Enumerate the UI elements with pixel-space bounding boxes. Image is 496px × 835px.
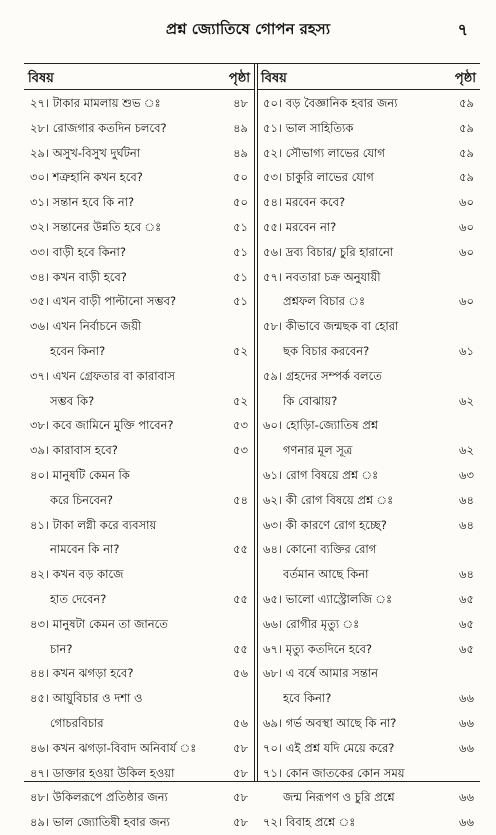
toc-entry — [24, 265, 254, 290]
toc-entry — [257, 736, 480, 761]
entry-title: ৩৯। কারাবাস হবে? — [30, 443, 118, 458]
subject-header: বিষয় — [261, 71, 287, 86]
entry-title: ৭২। বিবাহ প্রশ্নে ঃ — [263, 815, 356, 830]
toc-entry — [24, 141, 254, 166]
column-divider — [254, 64, 255, 781]
entry-page-number: ৬৫ — [459, 591, 474, 606]
entry-page-number: ৫১ — [233, 269, 248, 284]
toc-entry — [24, 562, 254, 612]
entry-page-number: ৬২ — [459, 393, 474, 408]
entry-title: ২৭। টাকার মামলায় শুভ ঃ — [30, 96, 161, 110]
toc-entry — [257, 810, 480, 835]
toc-entry — [257, 215, 480, 240]
entry-title: ৫০। বড় বৈজ্ঞানিক হবার জন্য — [263, 96, 398, 110]
entry-title-continued: জন্ম নিরূপণ ও চুরি প্রশ্নে — [283, 790, 395, 805]
entry-page-number: ৪৯ — [233, 145, 248, 160]
entry-title: ৬৮। এ বর্ষে আমার সন্তান — [263, 666, 378, 681]
toc-entry — [24, 761, 254, 786]
toc-entry — [257, 711, 480, 736]
entry-page-number: ৫৩ — [233, 418, 248, 433]
entry-title: ৪৯। ভাল জ্যোতিষী হবার জন্য — [30, 815, 170, 830]
entry-title: ৩৮। কবে জামিনে মুক্তি পাবেন? — [30, 418, 174, 433]
entry-page-number: ৫৯ — [459, 96, 474, 110]
entry-page-number: ৫৬ — [233, 666, 248, 681]
entry-title: ৩৭। এখন গ্রেফতার বা কারাবাস — [30, 368, 175, 383]
entry-title: ৩৪। কখন বাড়ী হবে? — [30, 269, 127, 284]
toc-entry — [257, 265, 480, 315]
entry-title-continued: করে চিনবেন? — [50, 492, 113, 507]
entry-page-number: ৬১ — [459, 343, 474, 358]
column-header — [257, 64, 480, 90]
entry-page-number: ৫৫ — [233, 542, 248, 557]
entry-page-number: ৫৫ — [233, 591, 248, 606]
entry-page-number: ৬৬ — [459, 815, 474, 830]
entry-page-number: ৫২ — [233, 393, 248, 408]
toc-entry — [24, 314, 254, 364]
toc-entry — [257, 91, 480, 116]
entry-page-number: ৬৬ — [459, 715, 474, 730]
entry-page-number: ৫০ — [233, 195, 248, 210]
entry-page-number: ৪৯ — [233, 120, 248, 135]
entry-title: ৬৭। মৃত্যু কতদিনে হবে? — [263, 641, 373, 656]
entry-title: ৬৩। কী কারণে রোগ হচ্ছে? — [263, 517, 387, 532]
page-number: ৭ — [457, 20, 468, 39]
entry-title: ৫৮। কীভাবে জন্মছক বা হোরা — [263, 319, 399, 334]
entry-page-number: ৫৯ — [459, 170, 474, 185]
toc-entry — [257, 513, 480, 538]
entry-title: ৫২। সৌভাগ্য লাভের যোগ — [263, 145, 385, 160]
page-header-label: পৃষ্ঠা — [228, 71, 250, 86]
entry-title: ৭১। কোন জাতকের কোন সময় — [263, 765, 405, 780]
entry-title: ৬২। কী রোগ বিষয়ে প্রশ্ন ঃ — [263, 492, 394, 507]
entry-title-continued: হবে কিনা? — [283, 691, 332, 706]
entry-page-number: ৫৫ — [233, 641, 248, 656]
entry-page-number: ৬৪ — [459, 567, 474, 582]
entry-title: ৬১। রোগ বিষয়ে প্রশ্ন ঃ — [263, 467, 379, 482]
toc-entry — [257, 488, 480, 513]
toc-entry — [24, 686, 254, 736]
entry-title: ৭০। এই প্রশ্ন যদি মেয়ে করে? — [263, 740, 395, 755]
toc-entry — [257, 637, 480, 662]
entry-title: ৬৯। গর্ভ অবস্থা আছে কি না? — [263, 715, 397, 730]
entry-page-number: ৬৬ — [459, 790, 474, 805]
entry-page-number: ৫৮ — [233, 790, 248, 805]
entry-title: ৪২। কখন বড় কাজে — [30, 567, 124, 582]
entry-title: ৪৬। কখন ঝগড়া-বিবাদ অনিবার্য ঃ — [30, 740, 197, 755]
entry-list — [24, 91, 254, 835]
column-header — [24, 64, 254, 90]
entry-title: ৩৩। বাড়ী হবে কিনা? — [30, 244, 126, 259]
entry-page-number: ৬৫ — [459, 616, 474, 631]
toc-entry — [257, 537, 480, 587]
entry-title: ৫৫। মরবেন না? — [263, 219, 337, 234]
toc-entry — [24, 190, 254, 215]
entry-title-continued: বর্তমান আছে কিনা — [283, 567, 369, 582]
entry-title-continued: কি বোঝায়? — [283, 393, 338, 408]
toc-entry — [257, 116, 480, 141]
entry-title: ৪১। টাকা লগ্নী করে ব্যবসায় — [30, 517, 157, 532]
entry-title: ৩০। শত্রুহানি কখন হবে? — [30, 170, 143, 185]
toc-entry — [257, 463, 480, 488]
entry-page-number: ৫০ — [233, 170, 248, 185]
entry-page-number: ৬২ — [459, 443, 474, 458]
toc-entry — [257, 314, 480, 364]
entry-title: ৪৩। মানুষটা কেমন তা জানতে — [30, 616, 168, 631]
toc-entry — [24, 240, 254, 265]
toc-entry — [257, 364, 480, 414]
entry-title-continued: প্রশ্নফল বিচার ঃ — [283, 294, 366, 309]
toc-entry — [24, 810, 254, 835]
entry-title: ৩৫। এখন বাড়ী পাল্টানো সম্ভব? — [30, 294, 177, 309]
entry-title: ২৯। অসুখ-বিসুখ দুর্ঘটনা — [30, 145, 141, 160]
toc-entry — [24, 215, 254, 240]
entry-page-number: ৬৪ — [459, 517, 474, 532]
entry-page-number: ৫৪ — [233, 492, 248, 507]
entry-page-number: ৫১ — [233, 294, 248, 309]
entry-page-number: ৬৪ — [459, 492, 474, 507]
entry-page-number: ৫১ — [233, 244, 248, 259]
entry-title: ৪০। মানুষটি কেমন কি — [30, 467, 130, 482]
entry-title: ৪৮। উকিলরূপে প্রতিষ্ঠার জন্য — [30, 790, 168, 805]
entry-title: ৩৬। এখন নির্বাচনে জয়ী — [30, 319, 142, 334]
entry-title: ৫৭। নবতারা চক্র অনুযায়ী — [263, 269, 381, 284]
entry-title: ৫৬। দ্রব্য বিচার/ চুরি হারানো — [263, 244, 394, 259]
entry-title-continued: হবেন কিনা? — [50, 343, 106, 358]
toc-entry — [24, 736, 254, 761]
entry-page-number: ৫৩ — [233, 443, 248, 458]
entry-title: ৬০। হোড়াি-জ্যোতিষ প্রশ্ন — [263, 418, 379, 433]
entry-title-continued: ছক বিচার করবেন? — [283, 343, 370, 358]
toc-entry — [257, 141, 480, 166]
entry-page-number: ৬৫ — [459, 641, 474, 656]
entry-title: ৪৪। কখন ঝগড়া হবে? — [30, 666, 134, 681]
entry-page-number: ৫২ — [233, 343, 248, 358]
toc-entry — [24, 165, 254, 190]
toc-entry — [257, 240, 480, 265]
entry-title: ৫৪। মরবেন কবে? — [263, 195, 346, 210]
page-title: প্রশ্ন জ্যোতিষে গোপন রহস্য — [165, 20, 331, 38]
toc-entry — [257, 612, 480, 637]
contents-table — [24, 63, 480, 830]
entry-title: ৬৬। রোগীর মৃত্যু ঃ — [263, 616, 360, 631]
toc-entry — [257, 413, 480, 463]
entry-page-number: ৬০ — [459, 244, 474, 259]
entry-title: ৪৫। আয়ুবিচার ও দশা ও — [30, 691, 143, 706]
toc-entry — [24, 116, 254, 141]
entry-page-number: ৬০ — [459, 195, 474, 210]
toc-entry — [24, 413, 254, 438]
entry-title-continued: নামবেন কি না? — [50, 542, 120, 557]
entry-page-number: ৬৬ — [459, 740, 474, 755]
toc-entry — [24, 364, 254, 414]
entry-page-number: ৪৮ — [233, 96, 248, 110]
entry-page-number: ৫৮ — [233, 740, 248, 755]
entry-title-continued: হাত দেবেন? — [50, 591, 107, 606]
toc-entry — [24, 438, 254, 463]
entry-list — [257, 91, 480, 835]
entry-title: ৫৩। চাকুরি লাভের যোগ — [263, 170, 374, 185]
entry-page-number: ৫১ — [233, 219, 248, 234]
toc-entry — [257, 190, 480, 215]
entry-title-continued: গোচরবিচার — [50, 715, 104, 730]
toc-entry — [24, 91, 254, 116]
page-header — [0, 0, 496, 56]
entry-page-number: ৫৮ — [233, 815, 248, 830]
entry-page-number: ৬০ — [459, 294, 474, 309]
entry-title-continued: গণনার মূল সূত্র — [283, 443, 353, 458]
toc-entry — [24, 513, 254, 563]
toc-entry — [257, 587, 480, 612]
entry-title: ৬৪। কোনো ব্যক্তির রোগ — [263, 542, 377, 557]
entry-page-number: ৫৬ — [233, 715, 248, 730]
toc-entry — [257, 165, 480, 190]
left-column — [24, 64, 254, 830]
toc-entry — [257, 661, 480, 711]
toc-entry — [24, 785, 254, 810]
toc-entry — [257, 761, 480, 811]
entry-title: ৪৭। ডাক্তার হওয়া উকিল হওয়া — [30, 765, 175, 780]
toc-entry — [24, 289, 254, 314]
entry-title: ২৮। রোজগার কতদিন চলবে? — [30, 120, 167, 135]
subject-header: বিষয় — [28, 71, 54, 86]
entry-title: ৬৫। ভালো এ্যাস্ট্রোলজি ঃ — [263, 591, 393, 606]
entry-title: ৫১। ভাল সাহিত্যিক — [263, 120, 354, 135]
entry-title: ৩১। সন্তান হবে কি না? — [30, 195, 135, 210]
entry-page-number: ৬৬ — [459, 691, 474, 706]
toc-entry — [24, 463, 254, 513]
page-header-label: পৃষ্ঠা — [454, 71, 476, 86]
entry-page-number: ৬০ — [459, 219, 474, 234]
entry-page-number: ৫৯ — [459, 120, 474, 135]
entry-page-number: ৬৩ — [459, 467, 474, 482]
entry-title: ৩২। সন্তানের উন্নতি হবে ঃ — [30, 219, 162, 234]
entry-page-number: ৫৮ — [233, 765, 248, 780]
entry-title: ৫৯। গ্রহদের সম্পর্ক বলতে — [263, 368, 382, 383]
toc-entry — [24, 612, 254, 662]
entry-page-number: ৫৯ — [459, 145, 474, 160]
entry-title-continued: চান? — [50, 641, 73, 656]
toc-entry — [24, 661, 254, 686]
right-column — [257, 64, 480, 830]
entry-title-continued: সম্ভব কি? — [50, 393, 95, 408]
